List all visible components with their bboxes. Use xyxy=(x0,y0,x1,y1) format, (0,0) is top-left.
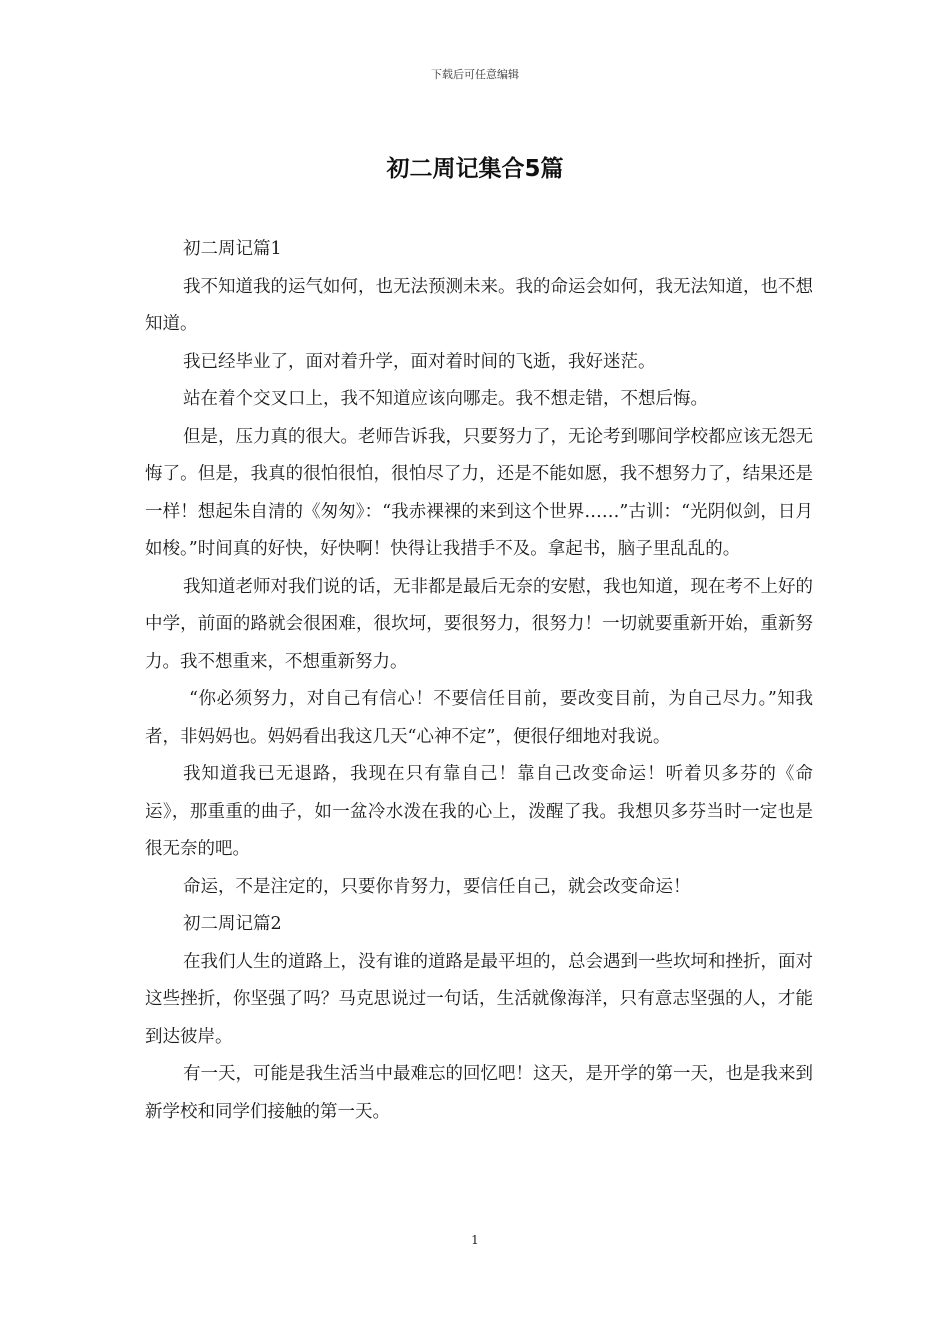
paragraph: 在我们人生的道路上，没有谁的道路是最平坦的，总会遇到一些坎坷和挫折，面对这些挫折，你坚强了吗？马克思说过一句话，生活就像海洋，只有意志坚强的人，才能到达彼岸。 xyxy=(145,951,813,1047)
paragraph: 我不知道我的运气如何，也无法预测未来。我的命运会如何，我无法知道，也不想知道。 xyxy=(145,276,813,334)
paragraph: 我知道老师对我们说的话，无非都是最后无奈的安慰，我也知道，现在考不上好的中学，前面的路就会很困难，很坎坷，要很努力，很努力！一切就要重新开始，重新努力。我不想重来，不想重新努力。 xyxy=(145,576,813,672)
section-heading-1: 初二周记篇1 xyxy=(183,239,282,259)
paragraph-quote: “你必须努力，对自己有信心！不要信任目前，要改变目前，为自己尽力。”知我者，非妈妈也。妈妈看出我这几天“心神不定”，便很仔细地对我说。 xyxy=(145,689,813,747)
header-note: 下载后可任意编辑 xyxy=(431,68,519,81)
paragraph: 我已经毕业了，面对着升学，面对着时间的飞逝，我好迷茫。 xyxy=(183,351,656,372)
document-title: 初二周记集合5篇 xyxy=(386,156,564,182)
paragraph: 有一天，可能是我生活当中最难忘的回忆吧！这天，是开学的第一天，也是我来到新学校和同学们接触的第一天。 xyxy=(145,1064,813,1122)
paragraph: 站在着个交叉口上，我不知道应该向哪走。我不想走错，不想后悔。 xyxy=(183,389,708,409)
document-body xyxy=(145,231,813,1131)
section-heading-2: 初二周记篇2 xyxy=(183,914,282,934)
page-number: 1 xyxy=(471,1233,479,1247)
paragraph: 但是，压力真的很大。老师告诉我，只要努力了，无论考到哪间学校都应该无怨无悔了。但是，我真的很怕很怕，很怕尽了力，还是不能如愿，我不想努力了，结果还是一样！想起朱自清的《匆匆》：“我赤裸裸的来到这个世界……”古训：“光阴似剑，日月如梭。”时间真的好快，好快啊！快得让我措手不及。拿起书，脑子里乱乱的。 xyxy=(145,426,813,559)
paragraph: 命运，不是注定的，只要你肯努力，要信任自己，就会改变命运！ xyxy=(183,876,691,897)
paragraph: 我知道我已无退路，我现在只有靠自己！靠自己改变命运！听着贝多芬的《命运》，那重重的曲子，如一盆冷水泼在我的心上，泼醒了我。我想贝多芬当时一定也是很无奈的吧。 xyxy=(145,764,813,859)
